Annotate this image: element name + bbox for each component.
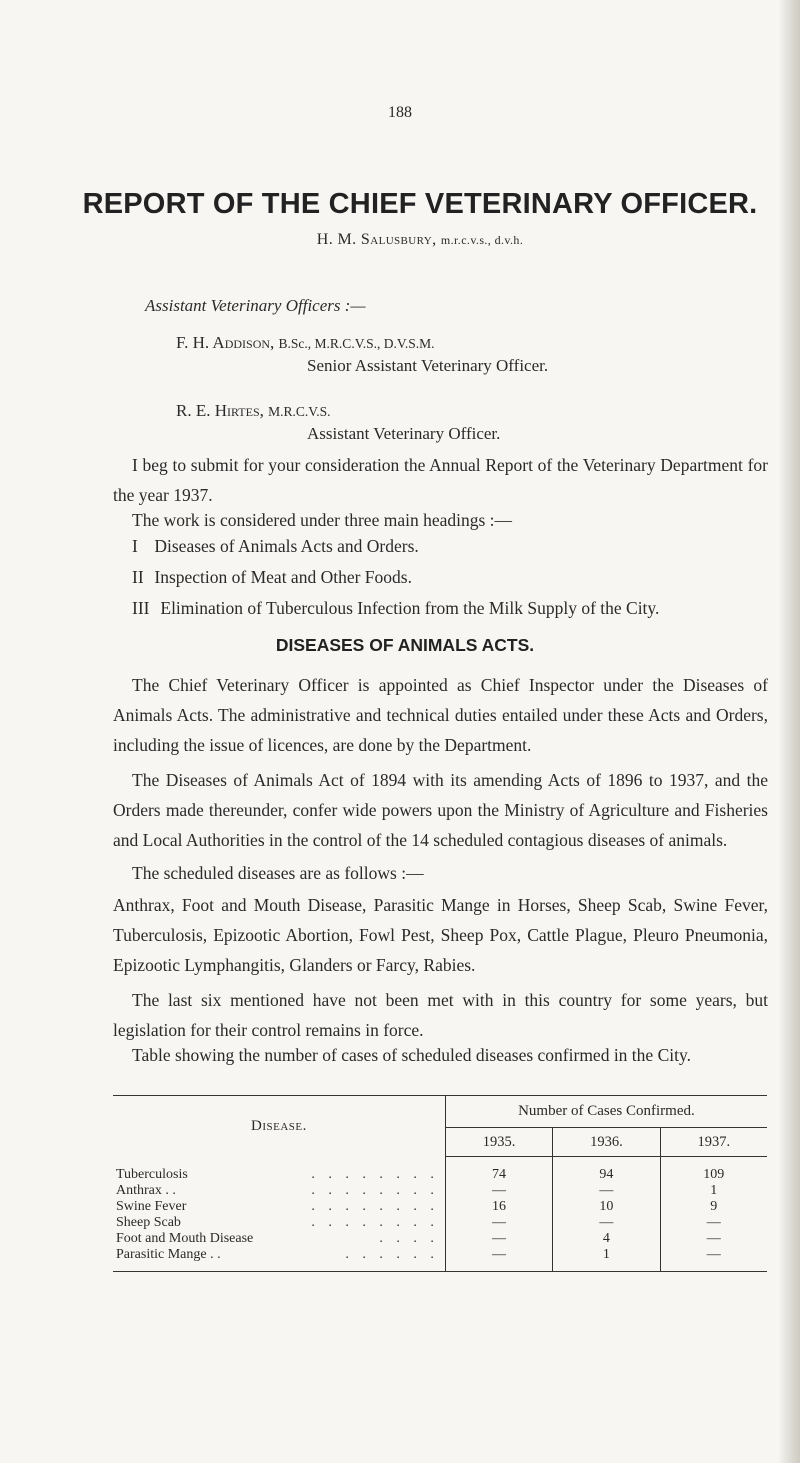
table-row-disease (113, 1183, 445, 1199)
table-cell-1935: — (445, 1247, 552, 1272)
chief-officer-line (0, 231, 800, 249)
table-year-header-1936: 1936. (553, 1128, 660, 1157)
disease-name: Anthrax . . (116, 1183, 176, 1198)
table-group-header: Number of Cases Confirmed. (518, 1103, 695, 1119)
chief-officer-name: H. M. Salusbury, (316, 231, 437, 248)
table-cell-1936: — (553, 1183, 660, 1199)
heading-item-2 (132, 567, 412, 588)
table-cell-1935: — (445, 1183, 552, 1199)
table-row (113, 1215, 767, 1231)
leader-dots: . . . . . . . . (311, 1215, 439, 1230)
table-cell-1936: 4 (553, 1231, 660, 1247)
table-row (113, 1157, 767, 1184)
table-cell-1937: — (706, 1231, 721, 1246)
table-row-disease (113, 1215, 445, 1231)
heading-item-1 (132, 536, 419, 557)
leader-dots: . . . . . . . . (311, 1166, 439, 1182)
assistant-1-line (176, 333, 434, 353)
table-cell-1937: — (706, 1247, 721, 1262)
table-cell-1935: 16 (445, 1199, 552, 1215)
assistant-1-role: Senior Assistant Veterinary Officer. (307, 356, 549, 375)
table-cell-1937: 109 (703, 1167, 725, 1182)
leader-dots: . . . . . . (345, 1247, 439, 1262)
paragraph-act: The Diseases of Animals Act of 1894 with its amending Acts of 1896 to 1937, and the Orders made thereunder, confer wide powers upon the Ministry of Agriculture and Fisheries and Local Authorities in the control of the 14 scheduled contagious diseases of animals. (113, 770, 768, 850)
assistant-2-line (176, 401, 331, 421)
intro-paragraph: I beg to submit for your consideration the Annual Report of the Veterinary Department for the year 1937. (113, 455, 768, 505)
headings-intro: The work is considered under three main headings :— (132, 510, 513, 530)
table-row (113, 1183, 767, 1199)
table-row-disease (113, 1199, 445, 1215)
table-cell-1935: — (445, 1215, 552, 1231)
assistant-2-name: R. E. Hirtes, (176, 401, 264, 420)
disease-name: Parasitic Mange . . (116, 1247, 221, 1262)
table-year-header-1935: 1935. (445, 1128, 552, 1157)
table-row-disease (113, 1247, 445, 1272)
table-row (113, 1247, 767, 1272)
assistant-1-name: F. H. Addison, (176, 333, 275, 352)
paragraph-scheduled-intro: The scheduled diseases are as follows :— (132, 863, 424, 883)
disease-name: Swine Fever (116, 1199, 187, 1214)
disease-name: Foot and Mouth Disease (116, 1231, 254, 1246)
heading-item-2-text: Inspection of Meat and Other Foods. (154, 567, 412, 587)
table-disease-header: Disease. (113, 1096, 445, 1157)
disease-cases-table (113, 1095, 767, 1272)
table-cell-1937: 1 (710, 1183, 718, 1198)
heading-item-3 (132, 598, 659, 619)
heading-item-3-text: Elimination of Tuberculous Infection from the Milk Supply of the City. (160, 598, 660, 618)
paragraph-table-caption: Table showing the number of cases of scheduled diseases confirmed in the City. (132, 1045, 691, 1065)
table-year-header-1937: 1937. (660, 1128, 767, 1157)
page-number: 188 (388, 104, 412, 121)
assistant-1-qualifications: B.Sc., M.R.C.V.S., D.V.S.M. (278, 336, 435, 351)
chief-officer-qualifications: m.r.c.v.s., d.v.h. (440, 233, 524, 247)
heading-item-3-number: III (132, 598, 150, 618)
leader-dots: . . . . (379, 1231, 439, 1246)
table-cell-1937: — (706, 1215, 721, 1230)
disease-name: Tuberculosis (116, 1166, 188, 1182)
table-row (113, 1231, 767, 1247)
assistant-2-qualifications: M.R.C.V.S. (268, 404, 331, 419)
report-title: REPORT OF THE CHIEF VETERINARY OFFICER. (82, 188, 758, 220)
table-cell-1936: 1 (553, 1247, 660, 1272)
table-cell-1936: 94 (553, 1157, 660, 1184)
table-row-disease (113, 1157, 445, 1184)
table-cell-1935: 74 (445, 1157, 552, 1184)
table-row (113, 1199, 767, 1215)
heading-item-1-number: I (132, 536, 138, 556)
table-row-disease (113, 1231, 445, 1247)
paragraph-disease-list: Anthrax, Foot and Mouth Disease, Parasitic Mange in Horses, Sheep Scab, Swine Fever, Tuberculosis, Epizootic Abortion, Fowl Pest, Sheep Pox, Cattle Plague, Pleuro Pneumonia, Epizootic Lymphangitis, Glanders or Farcy, Rabies. (113, 895, 768, 975)
table-cell-1937: 9 (710, 1199, 718, 1214)
table-cell-1936: — (553, 1215, 660, 1231)
leader-dots: . . . . . . . . (311, 1199, 439, 1214)
table-cell-1936: 10 (553, 1199, 660, 1215)
section-heading: DISEASES OF ANIMALS ACTS. (275, 635, 535, 655)
assistant-2-role: Assistant Veterinary Officer. (307, 424, 501, 443)
paragraph-last-six: The last six mentioned have not been met with in this country for some years, but legislation for their control remains in force. (113, 990, 768, 1040)
disease-name: Sheep Scab (116, 1215, 181, 1230)
paragraph-appointment: The Chief Veterinary Officer is appointed as Chief Inspector under the Diseases of Animals Acts. The administrative and technical duties entailed under these Acts and Orders, including the issue of licences, are done by the Department. (113, 675, 768, 755)
leader-dots: . . . . . . . . (311, 1183, 439, 1198)
assistants-heading: Assistant Veterinary Officers :— (145, 296, 366, 315)
table-cell-1935: — (445, 1231, 552, 1247)
heading-item-1-text: Diseases of Animals Acts and Orders. (154, 536, 419, 556)
heading-item-2-number: II (132, 567, 144, 587)
